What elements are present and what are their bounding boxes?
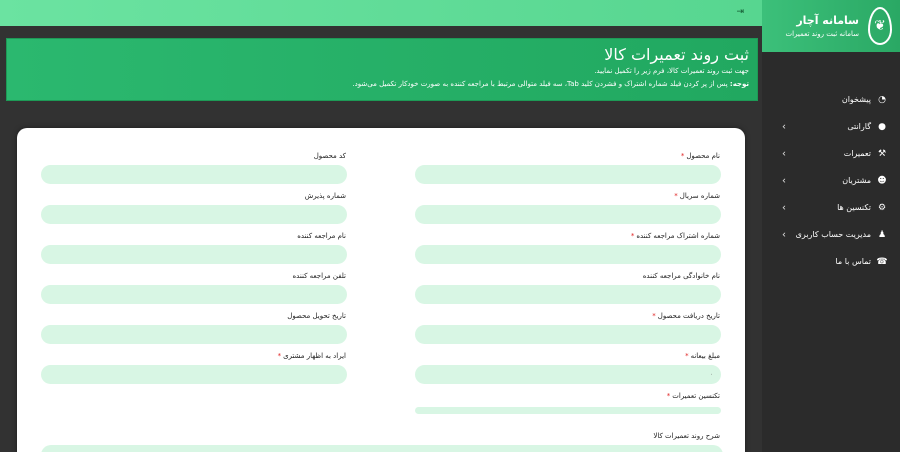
- field-label: تاریخ تحویل محصول: [287, 312, 346, 320]
- field-label: نام مراجعه کننده: [297, 232, 346, 240]
- sidebar-item-warranty[interactable]: [762, 113, 900, 140]
- field-reception-number: [41, 192, 347, 224]
- chevron-right-icon: ›: [782, 175, 786, 186]
- field-label: تلفن مراجعه کننده: [292, 272, 346, 280]
- required-mark: *: [666, 392, 671, 400]
- chevron-right-icon: ›: [782, 229, 786, 240]
- field-label: تاریخ دریافت محصول: [657, 312, 720, 320]
- field-customer-phone: [41, 272, 347, 304]
- circle-icon: ●: [878, 121, 886, 132]
- leaf-icon: ❦: [868, 7, 892, 45]
- sidebar-item-label: مدیریت حساب کاربری: [795, 230, 871, 239]
- users-icon: ☻: [877, 175, 887, 186]
- sidebar-item-label: تکنسین ها: [837, 203, 871, 212]
- phone-icon: ☎: [876, 256, 888, 267]
- page-header-banner: [6, 38, 758, 101]
- required-mark: *: [674, 192, 678, 200]
- field-label: نام محصول: [686, 152, 720, 160]
- serial-number-input[interactable]: [415, 205, 721, 224]
- field-label: شرح روند تعمیرات کالا: [653, 432, 720, 440]
- delivery-date-input[interactable]: [41, 325, 347, 344]
- field-label: نام خانوادگی مراجعه کننده: [642, 272, 720, 280]
- field-technician: [415, 392, 721, 414]
- required-mark: *: [277, 352, 282, 360]
- required-mark: *: [685, 352, 689, 360]
- reception-number-input[interactable]: [41, 205, 347, 224]
- field-label: شماره اشتراک مراجعه کننده: [636, 232, 720, 240]
- field-customer-lastname: [415, 272, 721, 304]
- user-icon: ♟: [877, 229, 887, 240]
- sidebar-item-label: تماس با ما: [835, 257, 871, 266]
- sign-out-icon[interactable]: ⇥: [736, 7, 744, 17]
- brand-title: سامانه آچار: [796, 14, 859, 27]
- required-mark: *: [680, 152, 685, 160]
- field-product-name: [415, 152, 721, 184]
- required-mark: *: [652, 312, 656, 320]
- chevron-right-icon: ›: [782, 148, 786, 159]
- field-subscription-number: [415, 232, 721, 264]
- field-label: شماره سریال: [679, 192, 720, 200]
- field-label: شماره پذیرش: [304, 192, 346, 200]
- customer-complaint-input[interactable]: [41, 365, 347, 384]
- page-subtitle: جهت ثبت روند تعمیرات کالا، فرم زیر را تکمیل نمایید.: [594, 67, 749, 75]
- deposit-amount-input[interactable]: [415, 365, 721, 384]
- field-delivery-date: [41, 312, 347, 344]
- field-product-code: [41, 152, 347, 184]
- cogs-icon: ⚙: [877, 202, 887, 213]
- sidebar-item-contact[interactable]: [762, 248, 900, 275]
- chevron-right-icon: ›: [782, 202, 786, 213]
- technician-select[interactable]: [415, 407, 721, 414]
- sidebar-item-technicians[interactable]: [762, 194, 900, 221]
- brand-subtitle: سامانه ثبت روند تعمیرات: [785, 30, 859, 38]
- note-label: توجه:: [729, 80, 749, 88]
- field-receive-date: [415, 312, 721, 344]
- field-label: مبلغ بیعانه: [690, 352, 720, 360]
- field-repair-description: [39, 432, 721, 443]
- sidebar-item-label: تعمیرات: [843, 149, 871, 158]
- field-label: تکنسین تعمیرات: [672, 392, 720, 400]
- top-bar: [0, 0, 762, 26]
- page-title: ثبت روند تعمیرات کالا: [604, 45, 749, 64]
- sidebar-item-account[interactable]: [762, 221, 900, 248]
- field-customer-complaint: [41, 352, 347, 384]
- receive-date-input[interactable]: [415, 325, 721, 344]
- sidebar-item-label: گارانتی: [847, 122, 871, 131]
- note-text: پس از پر کردن فیلد شماره اشتراک و فشردن کلید Tab، سه فیلد متوالی مرتبط با مراجعه کننده به صورت خودکار تکمیل می‌شود.: [352, 80, 728, 88]
- field-deposit-amount: [415, 352, 721, 384]
- required-mark: *: [630, 232, 635, 240]
- sidebar-nav: [762, 86, 900, 275]
- sidebar-item-customers[interactable]: [762, 167, 900, 194]
- repair-description-textarea[interactable]: [41, 445, 723, 452]
- subscription-number-input[interactable]: [415, 245, 721, 264]
- product-name-input[interactable]: [415, 165, 721, 184]
- customer-lastname-input[interactable]: [415, 285, 721, 304]
- field-customer-name: [41, 232, 347, 264]
- sidebar-item-label: مشتریان: [842, 176, 871, 185]
- field-label: کد محصول: [313, 152, 346, 160]
- field-serial-number: [415, 192, 721, 224]
- sidebar: [762, 0, 900, 452]
- customer-name-input[interactable]: [41, 245, 347, 264]
- chevron-right-icon: ›: [782, 121, 786, 132]
- brand[interactable]: [762, 0, 900, 52]
- sidebar-item-label: پیشخوان: [841, 95, 871, 104]
- input-value: ۰: [709, 371, 713, 378]
- customer-phone-input[interactable]: [41, 285, 347, 304]
- field-label: ایراد به اظهار مشتری: [283, 352, 346, 360]
- product-code-input[interactable]: [41, 165, 347, 184]
- dashboard-icon: ◔: [878, 94, 886, 105]
- wrench-icon: ⚒: [877, 148, 887, 159]
- sidebar-item-repairs[interactable]: [762, 140, 900, 167]
- repair-form: [17, 128, 745, 452]
- page-note: [352, 80, 749, 88]
- sidebar-item-dashboard[interactable]: [762, 86, 900, 113]
